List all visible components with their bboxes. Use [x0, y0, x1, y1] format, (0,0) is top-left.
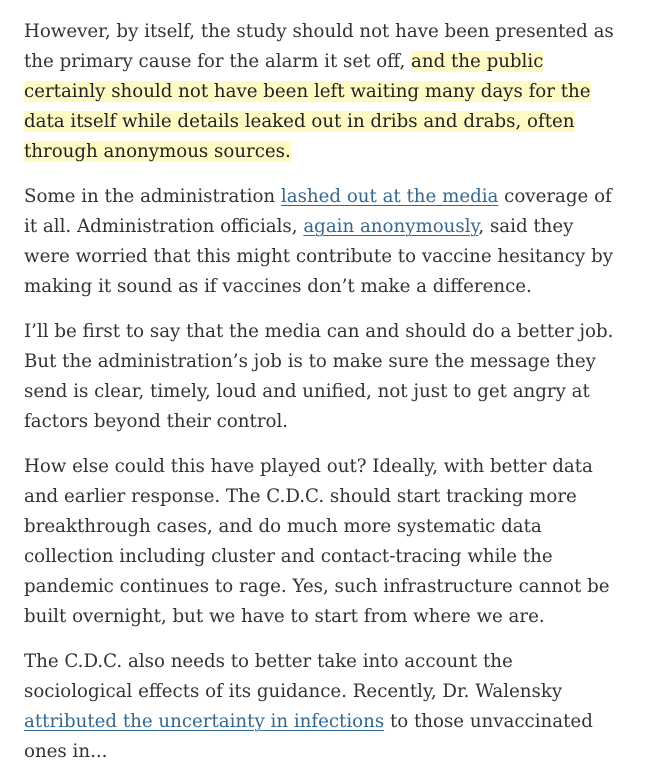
paragraph-text: I’ll be first to say that the media can and should do a better job. But the administration’s job is to make sure the message they send is clear, timely, loud and unified, not just to get angry at factors beyond their control.	[24, 321, 614, 432]
paragraph-text: How else could this have played out? Ideally, with better data and earlier response. The C.D.C. should start tracking more breakthrough cases, and do much more systematic data collection including cluster and contact-tracing while the pandemic continues to rage. Yes, such infrastructure cannot be built overnight, but we have to start from where we are.	[24, 456, 610, 627]
link-attributed-uncertainty[interactable]: attributed the uncertainty in infections	[24, 711, 385, 732]
paragraph-cdc-sociological	[24, 647, 624, 767]
paragraph-better-data	[24, 452, 624, 632]
link-again-anonymously[interactable]: again anonymously	[303, 216, 479, 237]
paragraph-study-alarm	[24, 17, 624, 167]
paragraph-media-better-job	[24, 317, 624, 437]
highlighted-passage[interactable]: and the public certainly should not have been left waiting many days for the data itself while details leaked out in dribs and drabs, often through anonymous sources.	[24, 51, 591, 162]
paragraph-administration-media	[24, 182, 624, 302]
article-body	[24, 17, 624, 782]
paragraph-text: , said they were worried that this might contribute to vaccine hesitancy by making it sound as if vaccines don’t make a difference.	[24, 216, 614, 297]
paragraph-text: The C.D.C. also needs to better take into account the sociological effects of its guidance. Recently, Dr. Walensky	[24, 651, 563, 702]
paragraph-text: Some in the administration	[24, 186, 281, 207]
paragraph-text: However, by itself, the study should not have been presented as the primary cause for the alarm it set off,	[24, 21, 614, 72]
paragraph-text: to those unvaccinated ones in...	[24, 711, 593, 762]
link-lashed-out-at-media[interactable]: lashed out at the media	[280, 186, 499, 207]
paragraph-text: coverage of it all. Administration officials,	[24, 186, 612, 237]
